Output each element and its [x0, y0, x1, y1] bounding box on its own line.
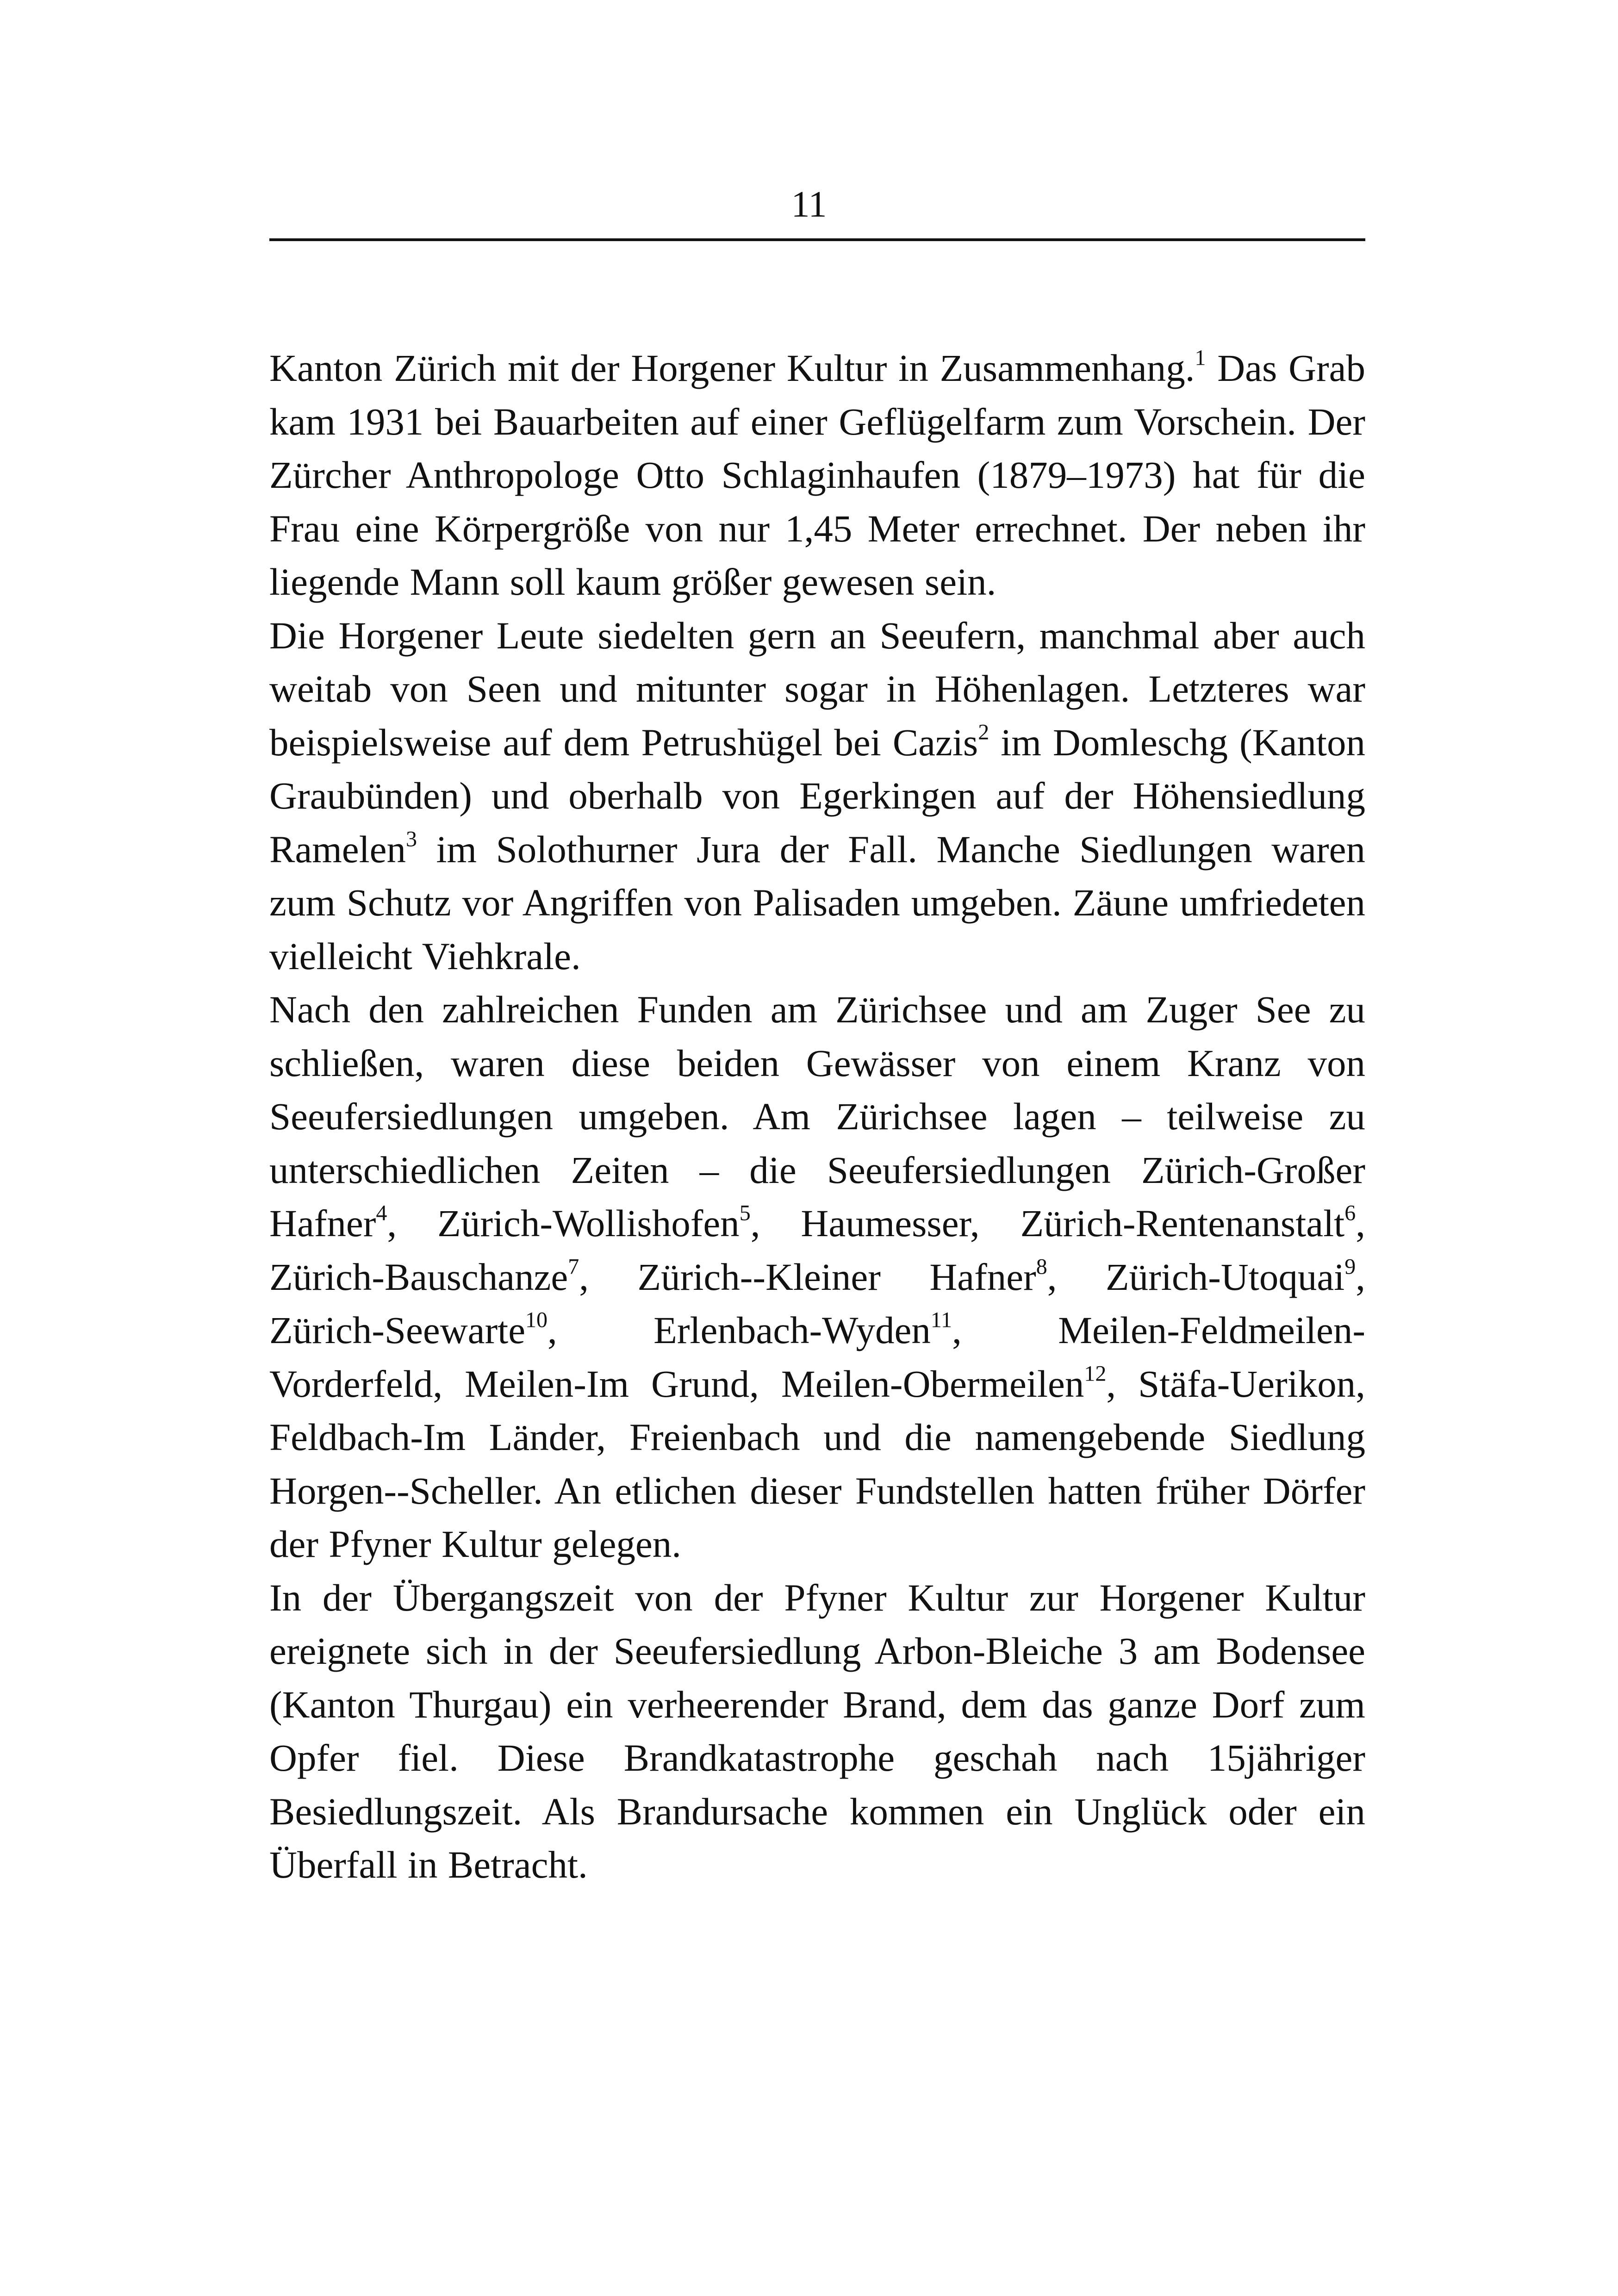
text-run: im Solothurner Jura der Fall. Manche Siedlungen waren zum Schutz vor Angriffen von Palisaden umgeben. Zäune umfriedeten vielleicht Viehkrale. — [269, 828, 1365, 977]
footnote-marker: 11 — [930, 1307, 952, 1332]
footnote-marker: 12 — [1084, 1361, 1107, 1386]
body-text — [269, 342, 1365, 1892]
text-run: , Stäfa-Uerikon, Feldbach-Im Länder, Freienbach und die namengebende Siedlung Horgen--Scheller. An etlichen dieser Fundstellen hatten früher Dörfer der Pfyner Kultur gelegen. — [269, 1362, 1365, 1565]
footnote-marker: 2 — [978, 719, 989, 744]
paragraph-3 — [269, 983, 1365, 1571]
page-number: 11 — [791, 184, 827, 225]
text-run: Die Horgener Leute siedelten gern an Seeufern, manchmal aber auch weitab von Seen und mitunter sogar in Höhenlagen. Letzteres war beispielsweise auf dem Petrushügel bei Cazis — [269, 614, 1365, 764]
footnote-marker: 9 — [1344, 1254, 1356, 1279]
header-rule — [269, 238, 1365, 241]
text-run: Nach den zahlreichen Funden am Zürichsee und am Zuger See zu schließen, waren diese beiden Gewässer von einem Kranz von Seeufersiedlungen umgeben. Am Zürichsee lagen – teilweise zu unterschiedlichen Zeiten – die Seeufersiedlungen Zürich-Großer Hafner — [269, 988, 1365, 1244]
footnote-marker: 8 — [1036, 1254, 1047, 1279]
paragraph-1 — [269, 342, 1365, 609]
footnote-marker: 5 — [739, 1201, 751, 1226]
footnote-marker: 10 — [525, 1307, 548, 1332]
text-run: , Meilen-Feldmeilen-Vorderfeld, Meilen-Im Grund, Meilen-Obermeilen — [269, 1309, 1365, 1405]
text-run: im Domleschg (Kanton Graubünden) und oberhalb von Egerkingen auf der Höhensiedlung Ramelen — [269, 721, 1365, 871]
text-run: , Zürich--Kleiner Hafner — [579, 1255, 1036, 1298]
footnote-marker: 1 — [1195, 345, 1206, 370]
paragraph-2 — [269, 609, 1365, 983]
text-run: Das Grab kam 1931 bei Bauarbeiten auf einer Geflügelfarm zum Vorschein. Der Zürcher Anthropologe Otto Schlaginhaufen (1879–1973) hat für die Frau eine Körpergröße von nur 1,45 Meter errechnet. Der neben ihr liegende Mann soll kaum größer gewesen sein. — [269, 347, 1365, 603]
text-run: , Haumesser, Zürich-Rentenanstalt — [750, 1202, 1345, 1244]
footnote-marker: 7 — [568, 1254, 579, 1279]
footnote-marker: 6 — [1344, 1201, 1356, 1226]
text-run: , Zürich-Wollishofen — [387, 1202, 740, 1244]
text-run: Kanton Zürich mit der Horgener Kultur in Zusammenhang. — [269, 347, 1195, 389]
footnote-marker: 3 — [406, 826, 417, 851]
footnote-marker: 4 — [376, 1201, 387, 1226]
text-run: In der Übergangszeit von der Pfyner Kultur zur Horgener Kultur ereignete sich in der Seeufersiedlung Arbon-Bleiche 3 am Bodensee (Kanton Thurgau) ein verheerender Brand, dem das ganze Dorf zum Opfer fiel. Diese Brandkatastrophe geschah nach 15jähriger Besiedlungszeit. Als Brandursache kommen ein Unglück oder ein Überfall in Betracht. — [269, 1576, 1365, 1886]
paragraph-4 — [269, 1571, 1365, 1892]
text-run: , Erlenbach-Wyden — [548, 1309, 931, 1351]
text-run: , Zürich-Seewarte — [269, 1255, 1365, 1351]
text-run: , Zürich-Utoquai — [1047, 1255, 1345, 1298]
text-run: , Zürich-Bauschanze — [269, 1202, 1365, 1298]
